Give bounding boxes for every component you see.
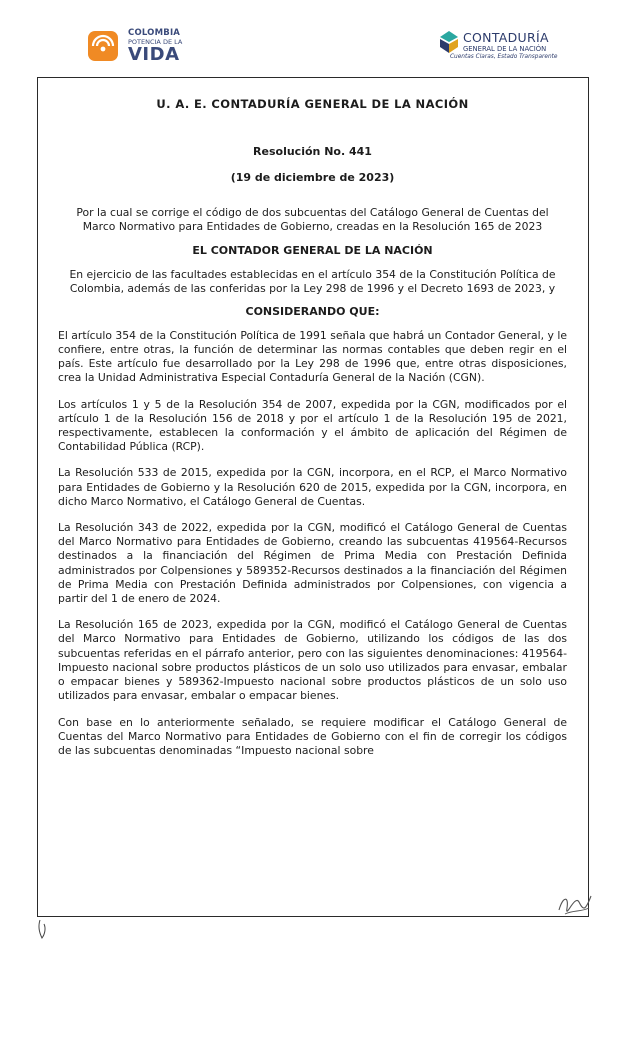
logo-left-line2: POTENCIA DE LA — [128, 38, 183, 46]
logo-left-line1: COLOMBIA — [128, 28, 181, 38]
considering-heading: CONSIDERANDO QUE: — [245, 304, 380, 318]
paragraph-5: La Resolución 165 de 2023, expedida por la CGN, modificó el Catálogo General de Cuentas del Marco Normativo para Entidades de Gobierno, utilizando los códigos de las dos subcuentas referidas en el párrafo anterior, pero con las siguientes denominaciones: 419564-Impuesto nacional sobre productos plásticos de un solo uso utilizados para envasar, embalar o empacar bienes y 589362-Impuesto nacional sobre productos plásticos de un solo uso utilizados para envasar, embalar o empacar bienes. — [58, 618, 567, 703]
logo-right-line3: Cuentas Claras, Estado Transparente — [450, 54, 558, 60]
logo-right-line1: CONTADURÍA — [463, 30, 549, 45]
issuer-heading: EL CONTADOR GENERAL DE LA NACIÓN — [192, 244, 433, 258]
colombia-potencia-vida-logo — [86, 27, 186, 67]
paragraph-2: Los artículos 1 y 5 de la Resolución 354 de 2007, expedida por la CGN, modificados por el artículo 1 de la Resolución 156 de 2018 y por el artículo 1 de la Resolución 195 de 2021, respectivamente, establecen la conformación y el ámbito de aplicación del Régimen de Contabilidad Pública (RCP). — [58, 397, 567, 454]
paragraph-3: La Resolución 533 de 2015, expedida por la CGN, incorpora, en el RCP, el Marco Normativo para Entidades de Gobierno y la Resolución 620 de 2015, expedida por la CGN, incorpora, en dicho Marco Normativo, el Catálogo General de Cuentas. — [58, 466, 567, 508]
paragraph-6: Con base en lo anteriormente señalado, se requiere modificar el Catálogo General de Cuentas del Marco Normativo para Entidades de Gobierno con el fin de corregir los códigos de las subcuentas denominadas “Impuesto nacional sobre — [58, 715, 567, 757]
resolution-date: (19 de diciembre de 2023) — [230, 171, 395, 185]
signature-initials-icon — [555, 888, 595, 918]
paragraph-4: La Resolución 343 de 2022, expedida por la CGN, modificó el Catálogo General de Cuentas del Marco Normativo para Entidades de Gobierno, creando las subcuentas 419564-Recursos destinados a la financiación del Régimen de Prima Media con Prestación Definida administrados por Colpensiones y 589352-Recursos destinados a la financiación del Régimen de Prima Media con Prestación Definida administrados por Colpensiones, con vigencia a partir del 1 de enero de 2024. — [58, 521, 567, 606]
resolution-subject: Por la cual se corrige el código de dos subcuentas del Catálogo General de Cuentas del Marco Normativo para Entidades de Gobierno, creadas en la Resolución 165 de 2023 — [76, 205, 549, 233]
contaduria-logo — [438, 27, 558, 67]
entity-title: U. A. E. CONTADURÍA GENERAL DE LA NACIÓN — [156, 97, 469, 111]
colombia-flame-icon — [86, 29, 120, 63]
contaduria-emblem-icon — [438, 30, 460, 54]
margin-pen-mark-icon — [36, 918, 50, 940]
paragraph-1: El artículo 354 de la Constitución Política de 1991 señala que habrá un Contador General, y le confiere, entre otras, la función de determinar las normas contables que deben regir en el país. Este artículo fue desarrollado por la Ley 298 de 1996 que, entre otras disposiciones, crea la Unidad Administrativa Especial Contaduría General de la Nación (CGN). — [58, 328, 567, 385]
powers-paragraph: En ejercicio de las facultades establecidas en el artículo 354 de la Constitución Política de Colombia, además de las conferidas por la Ley 298 de 1996 y el Decreto 1693 de 2023, y — [69, 268, 556, 296]
resolution-number: Resolución No. 441 — [253, 145, 372, 159]
document-body — [58, 97, 567, 758]
logo-right-line2: GENERAL DE LA NACIÓN — [463, 45, 547, 53]
logo-left-line3: VIDA — [128, 44, 180, 65]
